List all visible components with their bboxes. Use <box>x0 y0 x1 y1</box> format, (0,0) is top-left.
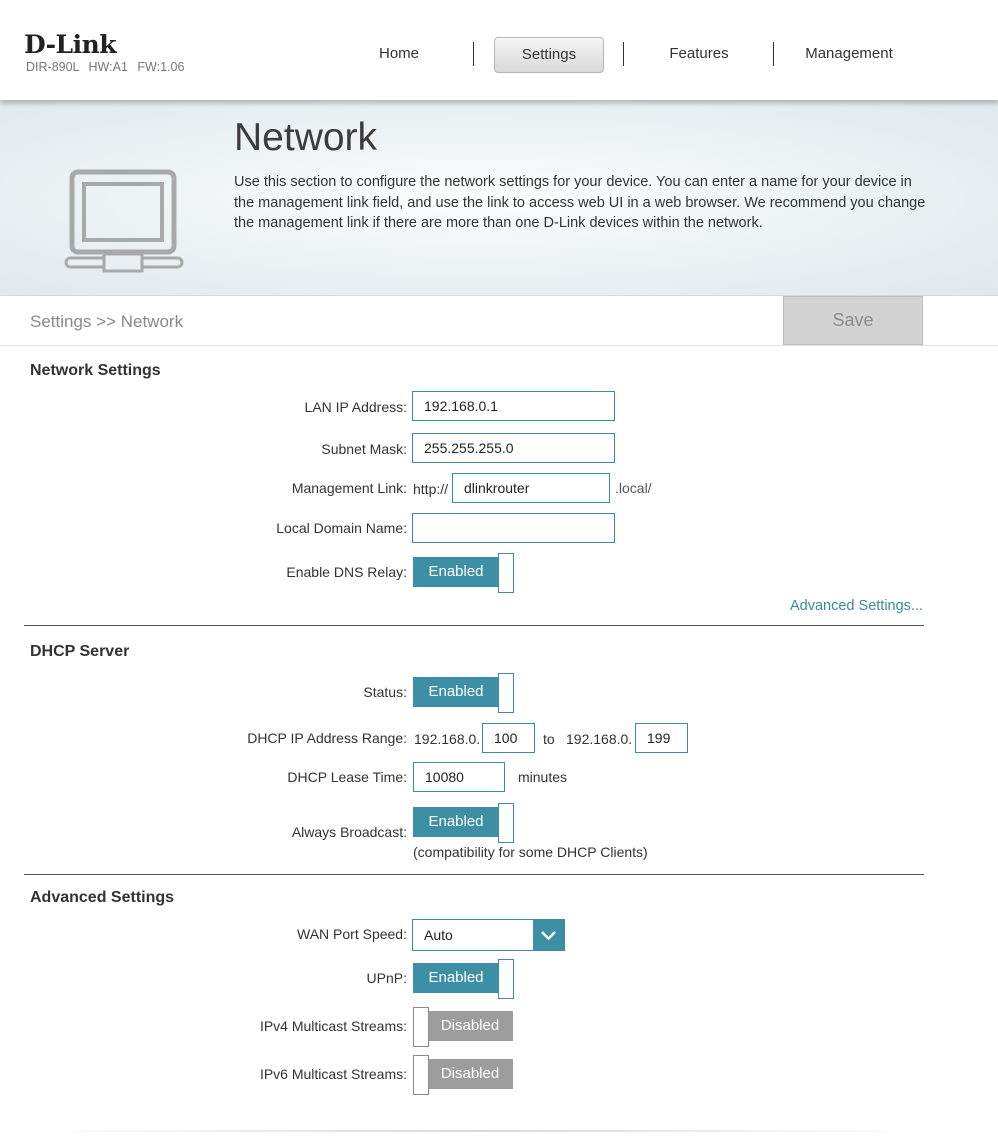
dlink-logo: D-Link <box>24 30 117 59</box>
ipv4-multicast-toggle[interactable] <box>413 1007 514 1047</box>
toggle-knob <box>498 803 514 843</box>
toggle-knob <box>498 673 514 713</box>
dhcp-range-to: to <box>543 731 555 747</box>
management-link-input[interactable]: dlinkrouter <box>452 473 610 503</box>
always-broadcast-label: Always Broadcast: <box>291 824 407 840</box>
footer-divider <box>40 1130 920 1132</box>
chevron-down-icon[interactable] <box>533 920 564 950</box>
model-name: DIR-890L <box>26 60 80 74</box>
top-header <box>0 0 998 100</box>
ipv6-multicast-toggle[interactable] <box>413 1055 514 1095</box>
hardware-version: HW:A1 <box>88 60 128 74</box>
network-computer-icon <box>58 168 190 274</box>
dhcp-status-state: Enabled <box>413 677 499 707</box>
lan-ip-label: LAN IP Address: <box>304 399 407 415</box>
toggle-knob <box>498 553 514 593</box>
lan-ip-input[interactable]: 192.168.0.1 <box>412 391 615 421</box>
section-title-network-settings: Network Settings <box>30 362 161 379</box>
page-description: Use this section to configure the network settings for your device. You can enter a name for your device in the management link field, and use the link to access web UI in a web browser. We recommend you change the management link if there are more than one D-Link devices within the network. <box>234 174 926 231</box>
upnp-label: UPnP: <box>366 970 407 986</box>
dns-relay-toggle[interactable] <box>413 553 514 593</box>
nav-home[interactable]: Home <box>378 45 419 62</box>
subnet-mask-input[interactable]: 255.255.255.0 <box>412 433 615 463</box>
always-broadcast-note: (compatibility for some DHCP Clients) <box>413 844 648 860</box>
ipv4-multicast-label: IPv4 Multicast Streams: <box>259 1018 407 1034</box>
section-divider <box>24 874 924 875</box>
dhcp-status-label: Status: <box>363 684 407 700</box>
section-divider <box>24 625 924 626</box>
dns-relay-state: Enabled <box>413 557 499 587</box>
section-title-dhcp-server: DHCP Server <box>30 643 130 660</box>
dhcp-lease-input[interactable]: 10080 <box>413 762 505 792</box>
ipv4-multicast-state: Disabled <box>427 1011 513 1041</box>
management-link-label: Management Link: <box>291 480 407 496</box>
save-button[interactable]: Save <box>783 296 923 345</box>
dhcp-range-end-input[interactable]: 199 <box>635 723 688 753</box>
always-broadcast-toggle[interactable] <box>413 803 514 843</box>
breadcrumb-bar <box>0 296 998 346</box>
wan-port-speed-select[interactable] <box>412 919 565 951</box>
firmware-version: FW:1.06 <box>137 60 185 74</box>
dhcp-status-toggle[interactable] <box>413 673 514 713</box>
management-link-prefix: http:// <box>413 481 449 497</box>
local-domain-label: Local Domain Name: <box>276 520 407 536</box>
dhcp-range-start-prefix: 192.168.0. <box>414 731 481 747</box>
wan-port-speed-label: WAN Port Speed: <box>297 926 407 942</box>
local-domain-input[interactable] <box>412 513 615 543</box>
dns-relay-label: Enable DNS Relay: <box>286 564 407 580</box>
management-link-suffix: .local/ <box>615 480 652 496</box>
nav-settings[interactable]: Settings <box>494 37 604 73</box>
dhcp-lease-label: DHCP Lease Time: <box>287 769 407 785</box>
nav-management[interactable]: Management <box>805 45 893 62</box>
upnp-toggle[interactable] <box>413 959 514 999</box>
ipv6-multicast-state: Disabled <box>427 1059 513 1089</box>
toggle-knob <box>498 959 514 999</box>
page-title: Network <box>234 116 378 159</box>
nav-separator <box>773 42 774 66</box>
nav-features[interactable]: Features <box>669 45 729 62</box>
dhcp-range-start-input[interactable]: 100 <box>482 723 535 753</box>
upnp-state: Enabled <box>413 963 499 993</box>
dhcp-range-label: DHCP IP Address Range: <box>247 730 407 746</box>
nav-separator <box>623 42 624 66</box>
nav-separator <box>473 42 474 66</box>
dhcp-range-end-prefix: 192.168.0. <box>566 731 633 747</box>
wan-port-speed-value: Auto <box>424 927 453 943</box>
advanced-settings-link[interactable]: Advanced Settings... <box>790 598 923 614</box>
toggle-knob <box>413 1007 429 1047</box>
dhcp-lease-unit: minutes <box>518 769 568 785</box>
breadcrumb: Settings >> Network <box>30 312 184 331</box>
page-banner <box>0 100 998 296</box>
always-broadcast-state: Enabled <box>413 807 499 837</box>
ipv6-multicast-label: IPv6 Multicast Streams: <box>259 1066 407 1082</box>
section-title-advanced-settings: Advanced Settings <box>30 889 175 906</box>
toggle-knob <box>413 1055 429 1095</box>
subnet-mask-label: Subnet Mask: <box>321 441 407 457</box>
device-info <box>26 60 184 74</box>
